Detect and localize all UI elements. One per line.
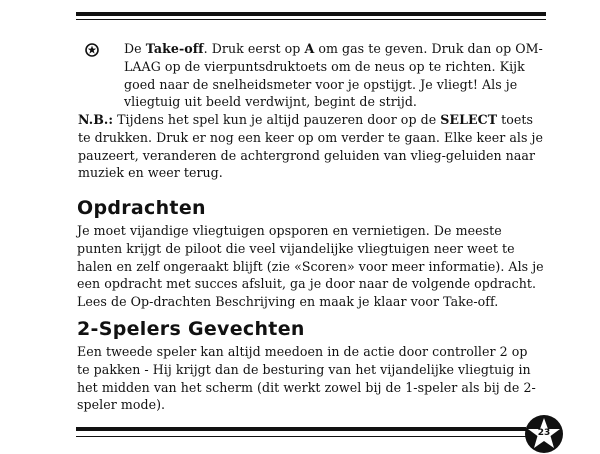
takeoff-instructions [124, 40, 544, 111]
star-in-circle-icon [85, 43, 99, 57]
section-heading-opdrachten: Opdrachten [77, 197, 206, 219]
note-label: N.B.: [78, 112, 114, 127]
section-body-2-spelers: Een tweede speler kan altijd meedoen in de actie door controller 2 op te pakken - Hij krijgt dan de besturing van het vijandelijke vliegtuig in het midden van het scherm (dit werkt zowel bij de 1-speler als bij de 2-speler mode). [77, 344, 536, 413]
note-text-part-2: toets te drukken. Druk er nog een keer op om verder te gaan. Elke keer als je pauzeert, veranderen de achtergrond geluiden van vlieg-geluiden naar muziek en weer terug. [78, 112, 544, 181]
section-body-opdrachten: Je moet vijandige vliegtuigen opsporen en vernietigen. De meeste punten krijgt de piloot die veel vijandelijke vliegtuigen neer weet te halen en zelf ongeraakt blijft (zie «Scoren» voor meer informatie). Als je een opdracht met succes afsluit, ga je door naar de volgende opdracht. Lees de Op-drachten Beschrijving en maak je klaar voor Take-off. [77, 223, 544, 310]
bottom-rule-thin [76, 436, 526, 437]
pause-note [78, 111, 544, 182]
bullet-text-part-2: om gas te geven. Druk dan op OM-LAAG op de vierpuntsdruktoets om de neus op te richten. Kijk goed naar de snelheidsmeter voor je opstijgt. Je vliegt! Als je vliegtuig uit beeld verdwijnt, begint de strijd. [124, 41, 543, 110]
bottom-rule-thick [76, 427, 526, 431]
top-rule-thin [76, 19, 546, 20]
bullet-text-part-1: . Druk eerst op [203, 41, 305, 56]
top-rule-thick [76, 12, 546, 16]
page-number: 23 [537, 428, 551, 438]
key-a: A [304, 41, 315, 56]
note-text-part-1: Tijdens het spel kun je altijd pauzeren door op de [113, 112, 441, 127]
section-heading-2-spelers: 2-Spelers Gevechten [77, 318, 305, 340]
key-select: SELECT [440, 112, 498, 127]
bullet-prefix: De [124, 41, 146, 56]
takeoff-term: Take-off [145, 41, 204, 56]
